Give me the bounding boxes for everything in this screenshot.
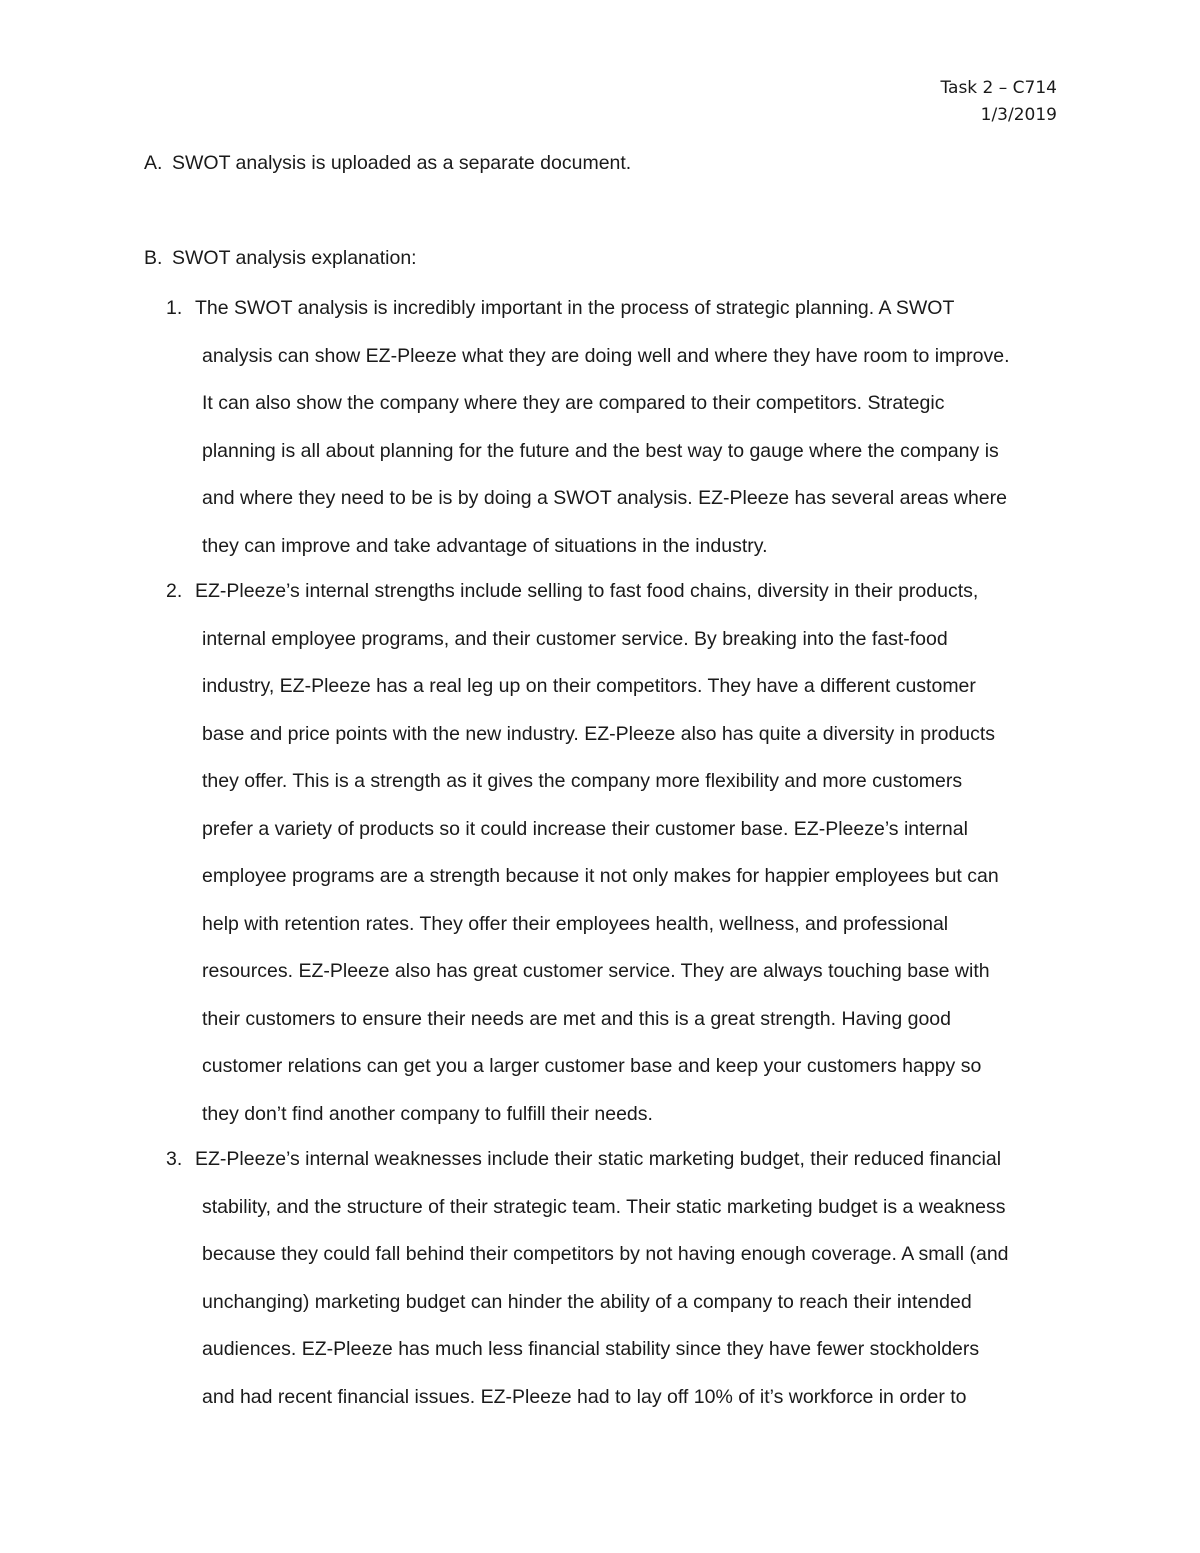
section-b <box>144 241 1064 275</box>
paragraph-line: EZ-Pleeze’s internal weaknesses include their static marketing budget, their reduced financial <box>195 1148 1002 1170</box>
section-a <box>144 146 1064 180</box>
paragraph-line: customer relations can get you a larger customer base and keep your customers happy so <box>202 1055 982 1077</box>
paragraph-line: base and price points with the new industry. EZ-Pleeze also has quite a diversity in products <box>202 722 996 745</box>
paragraph-line: stability, and the structure of their strategic team. Their static marketing budget is a weakness <box>202 1195 1006 1218</box>
document-body <box>144 146 1064 1421</box>
paragraph-line: analysis can show EZ-Pleeze what they are doing well and where they have room to improve. <box>202 344 1010 367</box>
paragraph-line: they don’t find another company to fulfill their needs. <box>202 1102 653 1125</box>
paragraph-line: help with retention rates. They offer their employees health, wellness, and professional <box>202 912 949 935</box>
paragraph-line: employee programs are a strength because it not only makes for happier employees but can <box>202 865 999 887</box>
paragraph-line: they can improve and take advantage of situations in the industry. <box>202 534 768 557</box>
paragraph-line: EZ-Pleeze’s internal strengths include selling to fast food chains, diversity in their products, <box>195 580 979 602</box>
section-b-marker: B. <box>144 247 163 269</box>
paragraph-line: resources. EZ-Pleeze also has great customer service. They are always touching base with <box>202 960 990 982</box>
numbered-list <box>144 285 1064 1421</box>
paragraph-line: they offer. This is a strength as it gives the company more flexibility and more customers <box>202 770 963 792</box>
section-b-text: SWOT analysis explanation: <box>172 247 417 269</box>
paragraph-line: It can also show the company where they are compared to their competitors. Strategic <box>202 392 945 414</box>
paragraph-line: and had recent financial issues. EZ-Pleeze had to lay off 10% of it’s workforce in order to <box>202 1385 967 1408</box>
paragraph-line: audiences. EZ-Pleeze has much less financial stability since they have fewer stockholders <box>202 1338 980 1360</box>
paragraph-line: because they could fall behind their competitors by not having enough coverage. A small (and <box>202 1243 1009 1265</box>
paragraph-line: planning is all about planning for the future and the best way to gauge where the company is <box>202 439 999 462</box>
list-item <box>144 568 1064 1138</box>
list-item <box>144 285 1064 570</box>
task-label: Task 2 – C714 <box>940 78 1057 98</box>
list-item-number: 3. <box>166 1148 183 1170</box>
paragraph-line: and where they need to be is by doing a SWOT analysis. EZ-Pleeze has several areas where <box>202 487 1007 509</box>
list-item-number: 1. <box>166 297 183 319</box>
paragraph-line: industry, EZ-Pleeze has a real leg up on their competitors. They have a different customer <box>202 675 976 697</box>
paragraph-line: their customers to ensure their needs are met and this is a great strength. Having good <box>202 1007 951 1030</box>
paragraph-line: prefer a variety of products so it could increase their customer base. EZ-Pleeze’s internal <box>202 817 968 840</box>
section-a-marker: A. <box>144 152 163 174</box>
paragraph-line: internal employee programs, and their customer service. By breaking into the fast-food <box>202 627 948 650</box>
page-header <box>940 75 1057 129</box>
section-a-text: SWOT analysis is uploaded as a separate document. <box>172 152 632 174</box>
list-item-number: 2. <box>166 580 183 602</box>
paragraph-line: The SWOT analysis is incredibly important in the process of strategic planning. A SWOT <box>195 297 955 319</box>
list-item <box>144 1136 1064 1421</box>
paragraph-line: unchanging) marketing budget can hinder the ability of a company to reach their intended <box>202 1290 972 1313</box>
date-label: 1/3/2019 <box>980 105 1057 125</box>
